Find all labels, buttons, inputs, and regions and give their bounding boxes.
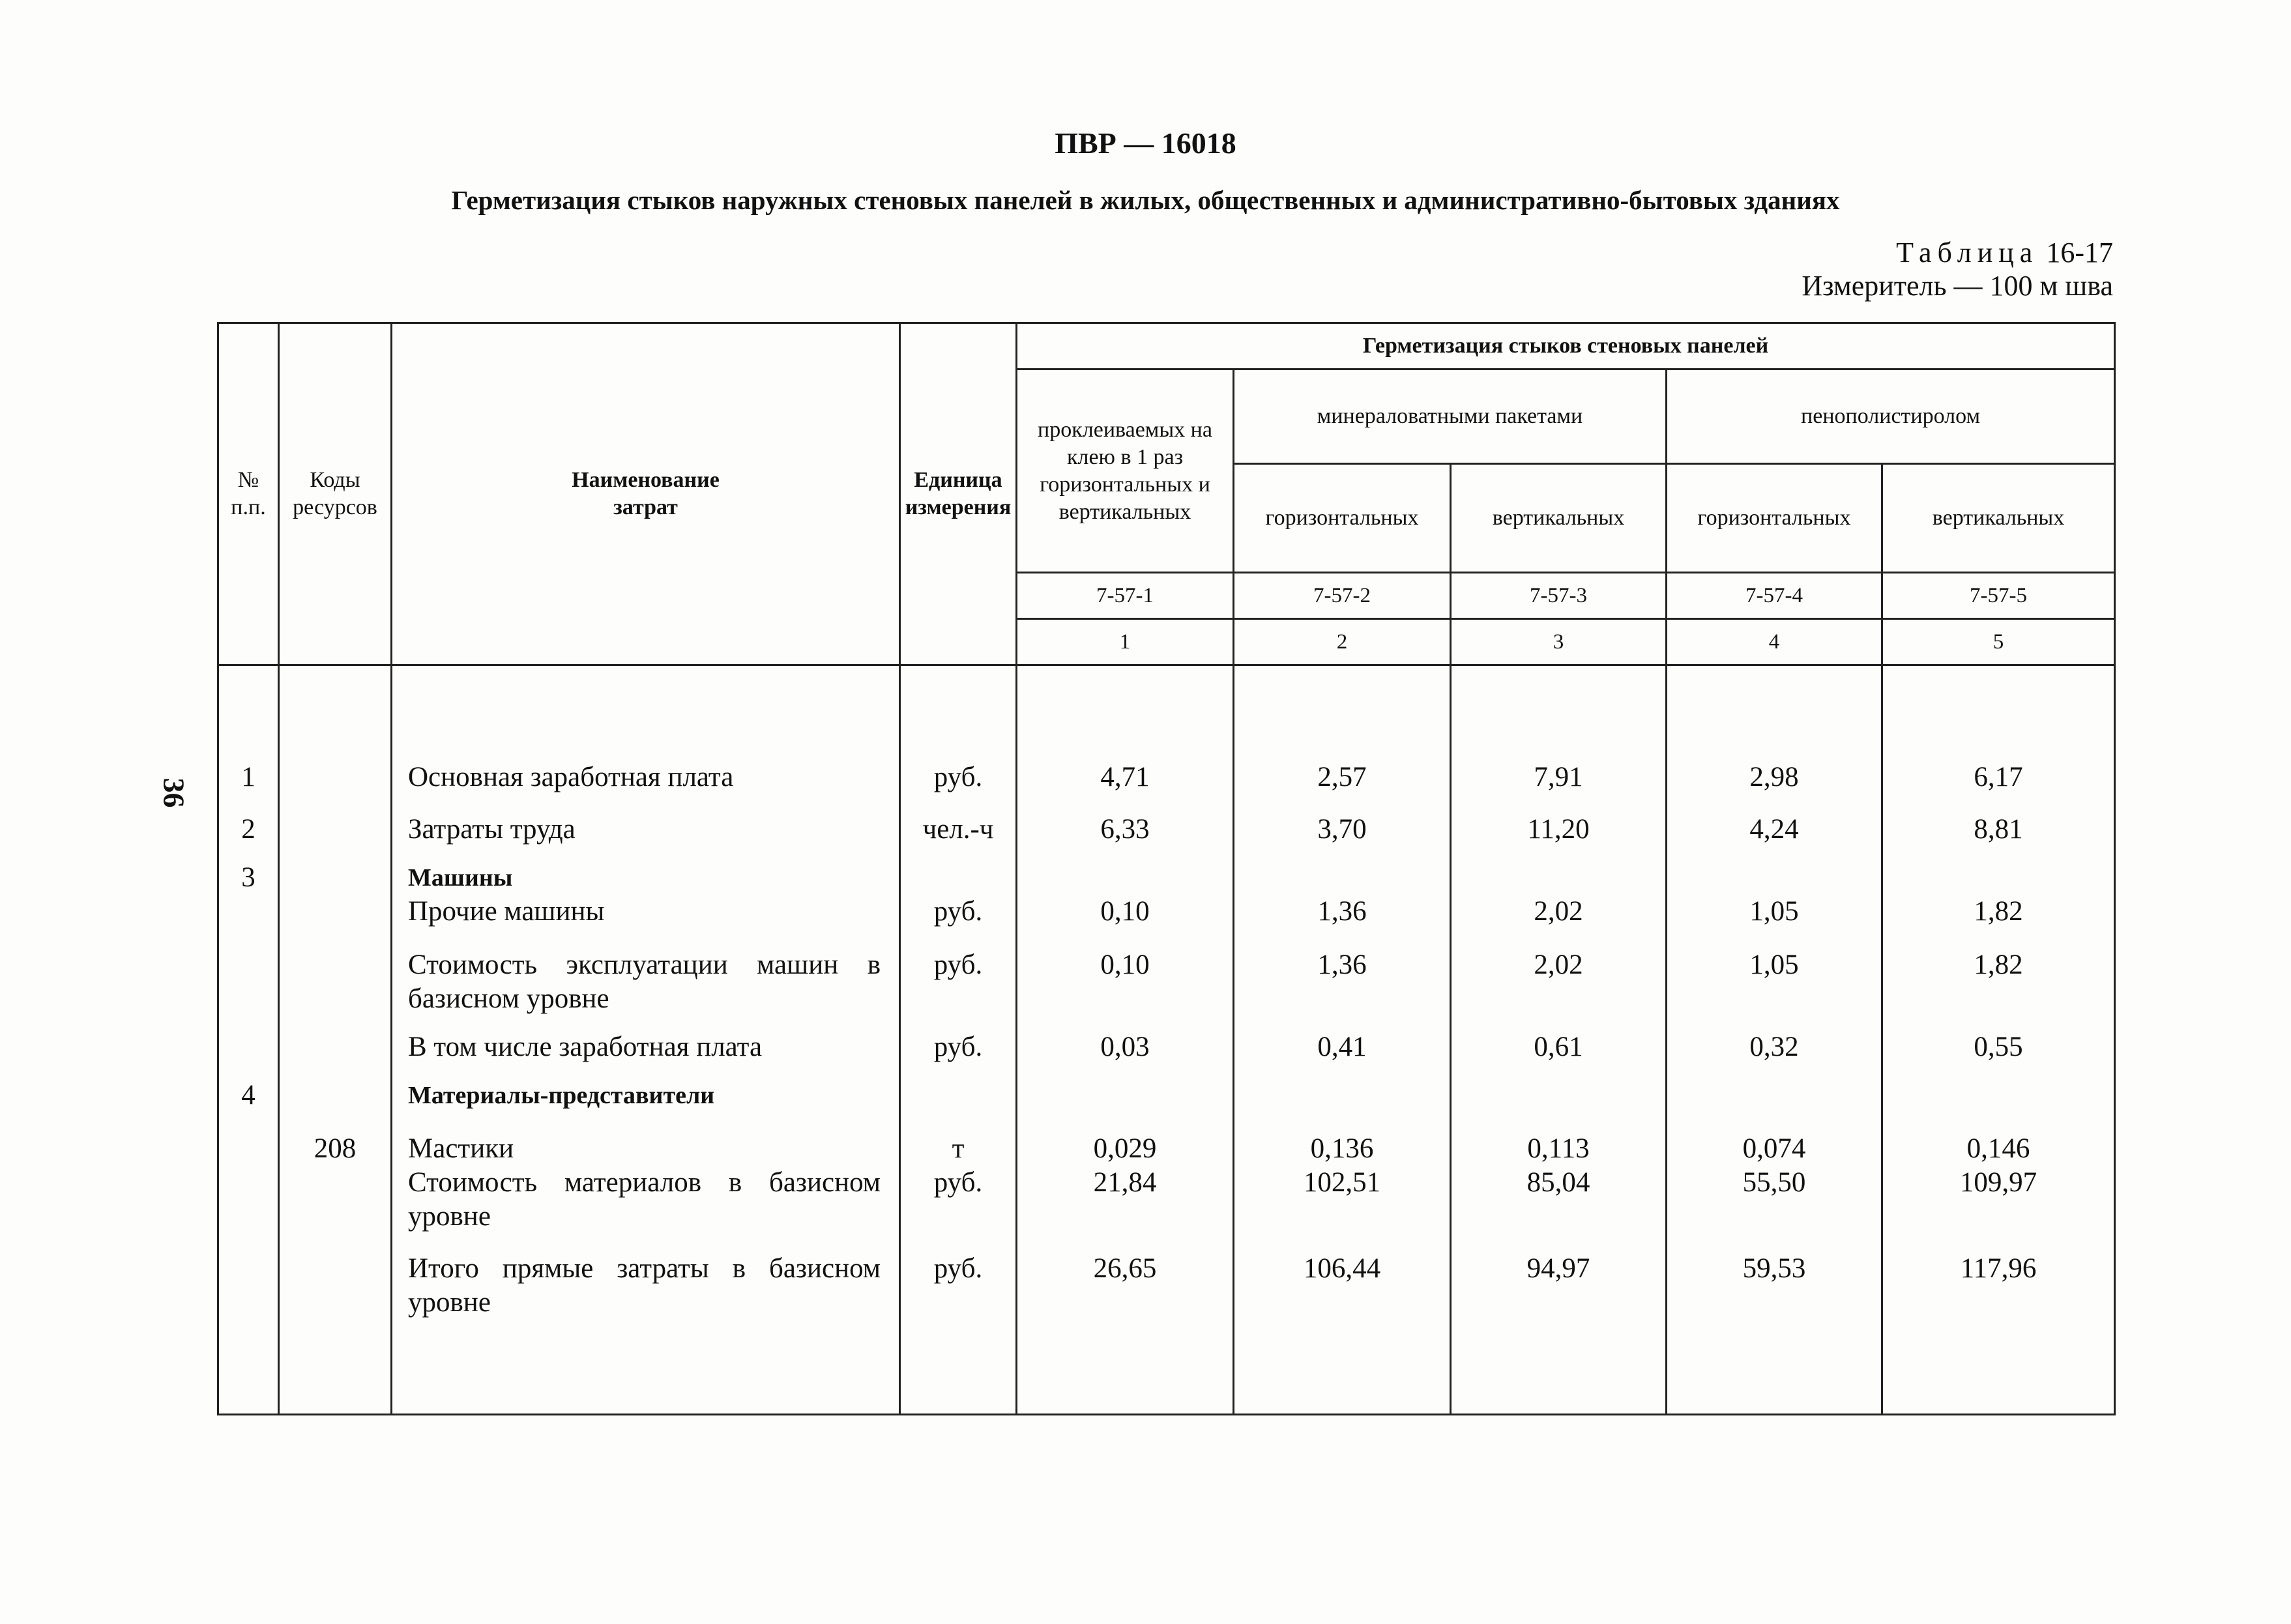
value-column-4 (1667, 665, 1882, 1415)
header-index-cell: 4 (1667, 619, 1882, 665)
row-value: 7,91 (1534, 761, 1583, 792)
header-mineral: минераловатными пакетами (1234, 370, 1667, 464)
value-column-1 (1017, 665, 1234, 1415)
table-number (1896, 236, 2113, 269)
row-value: 109,97 (1959, 1167, 2037, 1198)
header-unit: Единица измерения (900, 323, 1017, 665)
measure-unit: Измеритель — 100 м шва (1802, 270, 2113, 302)
row-code (280, 761, 390, 794)
row-value: 59,53 (1742, 1253, 1806, 1284)
row-value: 21,84 (1093, 1167, 1157, 1198)
row-value: 0,146 (1966, 1133, 2030, 1164)
row-value: 3,70 (1317, 813, 1367, 845)
row-unit: чел.-ч (922, 813, 994, 845)
row-no: 2 (241, 813, 255, 845)
row-code (280, 895, 390, 929)
section-heading: Машины (408, 863, 513, 892)
header-code-cell: 7-57-4 (1667, 573, 1882, 619)
row-value: 1,05 (1749, 895, 1799, 927)
row-no: 3 (241, 862, 255, 893)
row-no (219, 1132, 278, 1166)
row-value (1234, 861, 1450, 895)
row-code (280, 813, 390, 847)
row-name: Прочие машины (408, 895, 605, 927)
header-code-cell: 7-57-2 (1234, 573, 1451, 619)
row-value: 94,97 (1526, 1253, 1590, 1284)
header-code-cell: 7-57-5 (1882, 573, 2115, 619)
table-number-value: 16-17 (2046, 237, 2113, 268)
row-value: 55,50 (1742, 1167, 1806, 1198)
row-value: 8,81 (1974, 813, 2023, 845)
row-value: 0,113 (1527, 1133, 1590, 1164)
row-value: 0,41 (1317, 1031, 1367, 1062)
header-glued: проклеиваемых на клею в 1 раз горизонтальных и вертикальных (1017, 370, 1234, 573)
row-value: 2,98 (1749, 761, 1799, 792)
row-name-line: уровне (408, 1200, 491, 1232)
value-column-5 (1882, 665, 2115, 1415)
header-index-cell: 1 (1017, 619, 1234, 665)
page-number: 36 (157, 777, 191, 808)
header-foam-horizontal: горизонтальных (1667, 464, 1882, 573)
row-unit (901, 861, 1015, 895)
row-no: 4 (241, 1079, 255, 1110)
row-value: 0,32 (1749, 1031, 1799, 1062)
row-name-line: Стоимость материалов в базисном (408, 1167, 881, 1198)
row-name: В том числе заработная плата (408, 1031, 763, 1062)
row-value: 0,61 (1534, 1031, 1583, 1062)
value-column-3 (1451, 665, 1667, 1415)
row-value (1452, 861, 1665, 895)
row-name-line: Стоимость эксплуатации машин в (408, 949, 881, 980)
row-value: 117,96 (1960, 1253, 2037, 1284)
header-name (392, 323, 900, 665)
header-codes: Коды ресурсов (279, 323, 392, 665)
row-unit (901, 1079, 1015, 1112)
row-code (280, 1030, 390, 1064)
header-foam: пенополистиролом (1667, 370, 2115, 464)
row-unit: руб. (933, 761, 983, 792)
row-code (280, 1252, 390, 1286)
row-unit: руб. (933, 1167, 983, 1198)
row-value: 0,10 (1100, 895, 1150, 927)
header-index-cell: 3 (1451, 619, 1667, 665)
section-heading: Материалы-представители (408, 1081, 715, 1109)
row-code (280, 948, 390, 982)
header-foam-vertical: вертикальных (1882, 464, 2115, 573)
row-no (219, 1030, 278, 1064)
row-value: 4,24 (1749, 813, 1799, 845)
header-index-cell: 2 (1234, 619, 1451, 665)
row-no (219, 1252, 278, 1286)
row-name-line: базисном уровне (408, 983, 609, 1014)
row-value (1017, 1079, 1233, 1112)
row-name-line: уровне (408, 1286, 491, 1318)
row-value: 4,71 (1100, 761, 1150, 792)
row-unit: руб. (933, 895, 983, 927)
document-title: Герметизация стыков наружных стеновых панелей в жилых, общественных и административно-бытовых зданиях (451, 185, 1840, 215)
row-value (1452, 1079, 1665, 1112)
row-name: Затраты труда (408, 813, 576, 845)
name-column (392, 665, 900, 1415)
row-value: 1,82 (1974, 949, 2023, 980)
row-value: 102,51 (1303, 1167, 1381, 1198)
row-no (219, 895, 278, 929)
row-name-line: Итого прямые затраты в базисном (408, 1253, 881, 1284)
row-value: 1,82 (1974, 895, 2023, 927)
row-code (280, 1166, 390, 1200)
row-value: 1,05 (1749, 949, 1799, 980)
header-index-cell: 5 (1882, 619, 2115, 665)
table-label: Таблица (1896, 237, 2039, 268)
row-value (1017, 861, 1233, 895)
row-no (219, 948, 278, 982)
row-code: 208 (314, 1133, 357, 1164)
row-value: 0,074 (1742, 1133, 1806, 1164)
header-code-cell: 7-57-3 (1451, 573, 1667, 619)
row-code (280, 861, 390, 895)
cost-table (217, 322, 2116, 1415)
row-unit: руб. (933, 949, 983, 980)
document-code: ПВР — 16018 (1055, 126, 1236, 160)
row-value (1234, 1079, 1450, 1112)
row-value: 26,65 (1093, 1253, 1157, 1284)
row-value: 11,20 (1527, 813, 1590, 845)
row-code (280, 1079, 390, 1112)
row-value: 2,02 (1534, 895, 1583, 927)
row-name: Мастики (408, 1133, 514, 1164)
row-unit: руб. (933, 1031, 983, 1062)
header-name-text: Наименование затрат (572, 468, 720, 519)
row-value: 1,36 (1317, 949, 1367, 980)
row-value (1667, 1079, 1881, 1112)
row-value: 0,029 (1093, 1133, 1157, 1164)
row-name: Основная заработная плата (408, 761, 734, 792)
header-mineral-vertical: вертикальных (1451, 464, 1667, 573)
value-column-2 (1234, 665, 1451, 1415)
row-no: 1 (241, 761, 255, 792)
no-column (218, 665, 279, 1415)
row-value: 106,44 (1303, 1253, 1381, 1284)
row-value (1667, 861, 1881, 895)
row-value: 2,57 (1317, 761, 1367, 792)
row-value: 0,03 (1100, 1031, 1150, 1062)
header-code-cell: 7-57-1 (1017, 573, 1234, 619)
row-unit: т (952, 1133, 965, 1164)
row-value: 1,36 (1317, 895, 1367, 927)
row-unit: руб. (933, 1253, 983, 1284)
row-value: 6,33 (1100, 813, 1150, 845)
row-value: 0,55 (1974, 1031, 2023, 1062)
row-value (1883, 1079, 2114, 1112)
row-value: 0,10 (1100, 949, 1150, 980)
row-value (1883, 861, 2114, 895)
row-value: 0,136 (1310, 1133, 1374, 1164)
unit-column (900, 665, 1017, 1415)
row-value: 2,02 (1534, 949, 1583, 980)
row-no (219, 1166, 278, 1200)
header-group: Герметизация стыков стеновых панелей (1017, 323, 2115, 370)
header-no: № п.п. (218, 323, 279, 665)
row-value: 6,17 (1974, 761, 2023, 792)
row-value: 85,04 (1526, 1167, 1590, 1198)
header-mineral-horizontal: горизонтальных (1234, 464, 1451, 573)
codes-column (279, 665, 392, 1415)
